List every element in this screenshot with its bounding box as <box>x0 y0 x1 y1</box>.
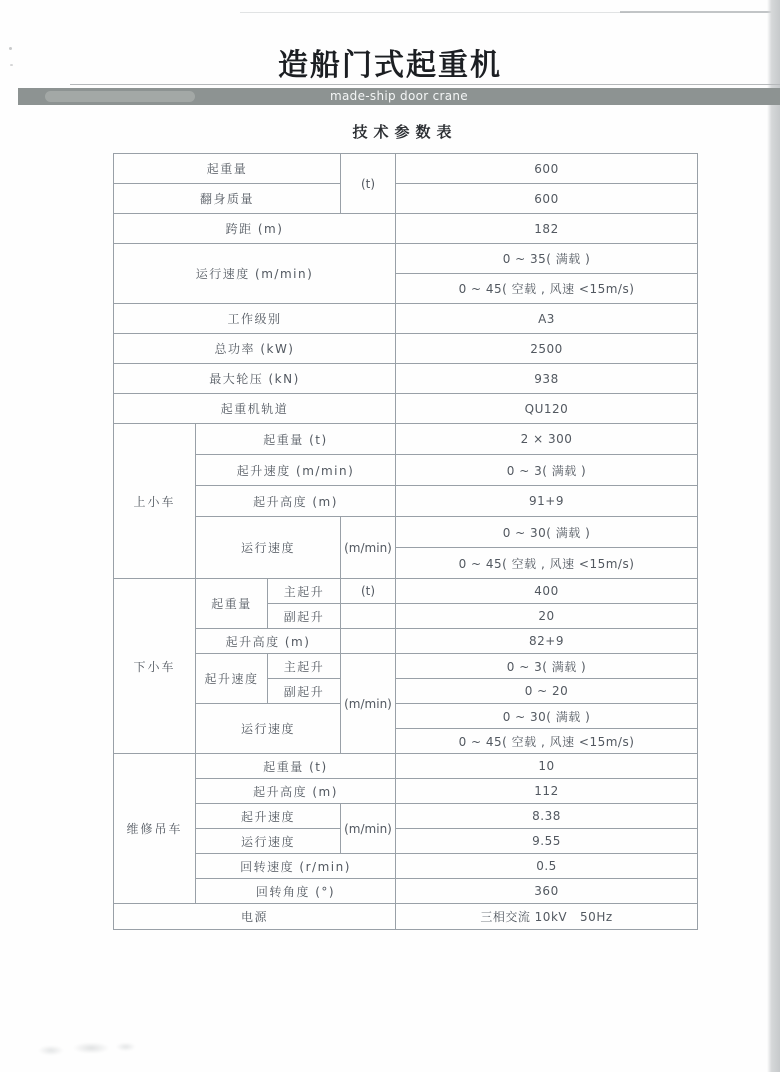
table-row <box>114 754 698 779</box>
span-label: 跨距 (m) <box>114 214 396 244</box>
lower-capacity-unit-empty <box>341 604 396 629</box>
span-value: 182 <box>396 214 698 244</box>
table-row <box>114 364 698 394</box>
table-row <box>114 214 698 244</box>
lower-speed-main-hoist-label: 主起升 <box>268 654 341 679</box>
table-row <box>114 304 698 334</box>
travel-speed-full-value: 0 ~ 35( 满载 ) <box>396 244 698 274</box>
service-crane-group-label: 维修吊车 <box>114 754 196 904</box>
table-row <box>114 455 698 486</box>
travel-speed-label: 运行速度 (m/min) <box>114 244 396 304</box>
lower-aux-hoist-label: 副起升 <box>268 604 341 629</box>
upper-hoisting-speed-label: 起升速度 (m/min) <box>196 455 396 486</box>
crane-rail-label: 起重机轨道 <box>114 394 396 424</box>
table-row <box>114 579 698 604</box>
scan-artifact-line <box>240 12 630 13</box>
table-row <box>114 804 698 829</box>
upper-hoisting-height-value: 91+9 <box>396 486 698 517</box>
service-hoisting-height-value: 112 <box>396 779 698 804</box>
lower-hoisting-speed-label: 起升速度 <box>196 654 268 704</box>
service-slewing-angle-value: 360 <box>396 879 698 904</box>
table-row <box>114 184 698 214</box>
table-row <box>114 879 698 904</box>
lower-lifting-capacity-label: 起重量 <box>196 579 268 629</box>
lower-travel-speed-full-value: 0 ~ 30( 满载 ) <box>396 704 698 729</box>
table-row <box>114 517 698 548</box>
upper-travel-speed-empty-value: 0 ~ 45( 空载 , 风速 <15m/s) <box>396 548 698 579</box>
service-travel-speed-label: 运行速度 <box>196 829 341 854</box>
lower-main-hoist-speed-value: 0 ~ 3( 满载 ) <box>396 654 698 679</box>
service-speed-unit: (m/min) <box>341 804 396 854</box>
upper-travel-speed-label: 运行速度 <box>196 517 341 579</box>
max-wheel-load-value: 938 <box>396 364 698 394</box>
max-wheel-load-label: 最大轮压 (kN) <box>114 364 396 394</box>
lower-speed-unit: (m/min) <box>341 654 396 754</box>
table-row <box>114 654 698 679</box>
travel-speed-empty-value: 0 ~ 45( 空载 , 风速 <15m/s) <box>396 274 698 304</box>
upper-hoisting-height-label: 起升高度 (m) <box>196 486 396 517</box>
upper-hoisting-speed-value: 0 ~ 3( 满载 ) <box>396 455 698 486</box>
lower-hoisting-height-value: 82+9 <box>396 629 698 654</box>
scan-artifact-line <box>620 11 780 13</box>
service-lifting-capacity-value: 10 <box>396 754 698 779</box>
service-hoisting-height-label: 起升高度 (m) <box>196 779 396 804</box>
lower-travel-speed-empty-value: 0 ~ 45( 空载 , 风速 <15m/s) <box>396 729 698 754</box>
lower-travel-speed-label: 运行速度 <box>196 704 341 754</box>
power-supply-label: 电源 <box>114 904 396 930</box>
service-hoisting-speed-value: 8.38 <box>396 804 698 829</box>
power-supply-value: 三相交流 10kV 50Hz <box>396 904 698 930</box>
total-power-value: 2500 <box>396 334 698 364</box>
lower-capacity-unit: (t) <box>341 579 396 604</box>
page-title: 造船门式起重机 <box>278 48 502 83</box>
spec-table <box>113 153 698 930</box>
service-lifting-capacity-label: 起重量 (t) <box>196 754 396 779</box>
table-row <box>114 854 698 879</box>
turnover-mass-value: 600 <box>396 184 698 214</box>
table-row <box>114 154 698 184</box>
duty-class-label: 工作级别 <box>114 304 396 334</box>
lower-main-hoist-label: 主起升 <box>268 579 341 604</box>
table-caption: 技术参数表 <box>352 123 458 141</box>
unit-t: (t) <box>341 154 396 214</box>
table-row <box>114 394 698 424</box>
lifting-capacity-label: 起重量 <box>114 154 341 184</box>
subtitle-text: made-ship door crane <box>330 89 468 103</box>
table-row <box>114 629 698 654</box>
service-hoisting-speed-label: 起升速度 <box>196 804 341 829</box>
table-row <box>114 704 698 729</box>
lower-trolley-group-label: 下小车 <box>114 579 196 754</box>
table-row <box>114 244 698 274</box>
table-row <box>114 779 698 804</box>
table-row <box>114 829 698 854</box>
table-row <box>114 486 698 517</box>
scan-artifact-smudge <box>28 1036 143 1060</box>
banner-top-rule <box>70 84 780 85</box>
lifting-capacity-value: 600 <box>396 154 698 184</box>
lower-aux-hoist-capacity-value: 20 <box>396 604 698 629</box>
lower-height-unit-empty <box>341 629 396 654</box>
turnover-mass-label: 翻身质量 <box>114 184 341 214</box>
service-travel-speed-value: 9.55 <box>396 829 698 854</box>
upper-trolley-group-label: 上小车 <box>114 424 196 579</box>
scan-edge-shadow <box>767 0 780 1072</box>
table-row <box>114 334 698 364</box>
lower-main-hoist-capacity-value: 400 <box>396 579 698 604</box>
upper-travel-speed-full-value: 0 ~ 30( 满载 ) <box>396 517 698 548</box>
table-row <box>114 424 698 455</box>
lower-hoisting-height-label: 起升高度 (m) <box>196 629 341 654</box>
service-slewing-speed-label: 回转速度 (r/min) <box>196 854 396 879</box>
duty-class-value: A3 <box>396 304 698 334</box>
lower-speed-aux-hoist-label: 副起升 <box>268 679 341 704</box>
upper-lifting-capacity-value: 2 × 300 <box>396 424 698 455</box>
service-slewing-speed-value: 0.5 <box>396 854 698 879</box>
total-power-label: 总功率 (kW) <box>114 334 396 364</box>
crane-rail-value: QU120 <box>396 394 698 424</box>
upper-travel-speed-unit: (m/min) <box>341 517 396 579</box>
subtitle-banner <box>18 88 780 105</box>
upper-lifting-capacity-label: 起重量 (t) <box>196 424 396 455</box>
table-row <box>114 904 698 930</box>
service-slewing-angle-label: 回转角度 (°) <box>196 879 396 904</box>
lower-aux-hoist-speed-value: 0 ~ 20 <box>396 679 698 704</box>
